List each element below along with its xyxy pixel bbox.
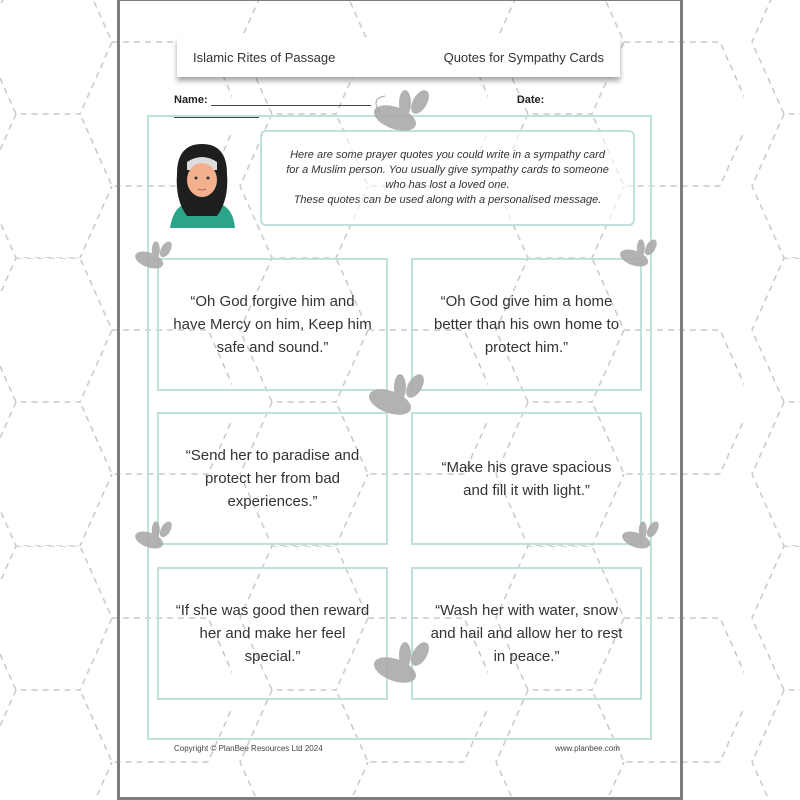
worksheet-header bbox=[177, 37, 620, 77]
quote-card bbox=[411, 412, 642, 545]
name-label: Name: bbox=[174, 94, 208, 106]
quote-card bbox=[411, 258, 642, 391]
quote-text: “If she was good then reward her and make her feel special.” bbox=[175, 602, 370, 665]
bee-watermark-icon bbox=[125, 520, 180, 560]
intro-line: who has lost a loved one. bbox=[385, 179, 510, 191]
quote-text: “Oh God forgive him and have Mercy on him, Keep him safe and sound.” bbox=[173, 293, 372, 356]
quote-text: “Send her to paradise and protect her from bad experiences.” bbox=[185, 447, 360, 510]
intro-speech-bubble bbox=[260, 130, 635, 226]
copyright-text: Copyright © PlanBee Resources Ltd 2024 bbox=[174, 744, 323, 753]
quote-card bbox=[157, 412, 388, 545]
quote-text: “Oh God give him a home better than his own home to protect him.” bbox=[433, 293, 620, 356]
bee-watermark-icon bbox=[125, 240, 180, 280]
intro-line: Here are some prayer quotes you could write in a sympathy card bbox=[290, 149, 605, 161]
quote-text: “Wash her with water, snow and hail and allow her to rest in peace.” bbox=[430, 602, 623, 665]
date-label: Date: bbox=[516, 94, 545, 106]
bee-watermark-icon bbox=[360, 640, 440, 700]
intro-line: for a Muslim person. You usually give sympathy cards to someone bbox=[286, 164, 609, 176]
bee-watermark-icon bbox=[355, 372, 435, 432]
name-field[interactable] bbox=[211, 95, 371, 106]
intro-line: These quotes can be used along with a personalised message. bbox=[293, 194, 602, 206]
quote-card bbox=[411, 567, 642, 700]
bee-watermark-icon bbox=[612, 520, 667, 560]
quote-text: “Make his grave spacious and fill it with light.” bbox=[441, 458, 612, 499]
quote-card bbox=[157, 258, 388, 391]
website-text: www.planbee.com bbox=[555, 744, 620, 753]
worksheet-title: Quotes for Sympathy Cards bbox=[443, 49, 604, 65]
quote-card bbox=[157, 567, 388, 700]
bee-watermark-icon bbox=[610, 238, 665, 278]
bee-watermark-icon bbox=[360, 88, 440, 148]
topic-title: Islamic Rites of Passage bbox=[193, 49, 336, 65]
muslim-woman-avatar-icon bbox=[165, 140, 240, 228]
